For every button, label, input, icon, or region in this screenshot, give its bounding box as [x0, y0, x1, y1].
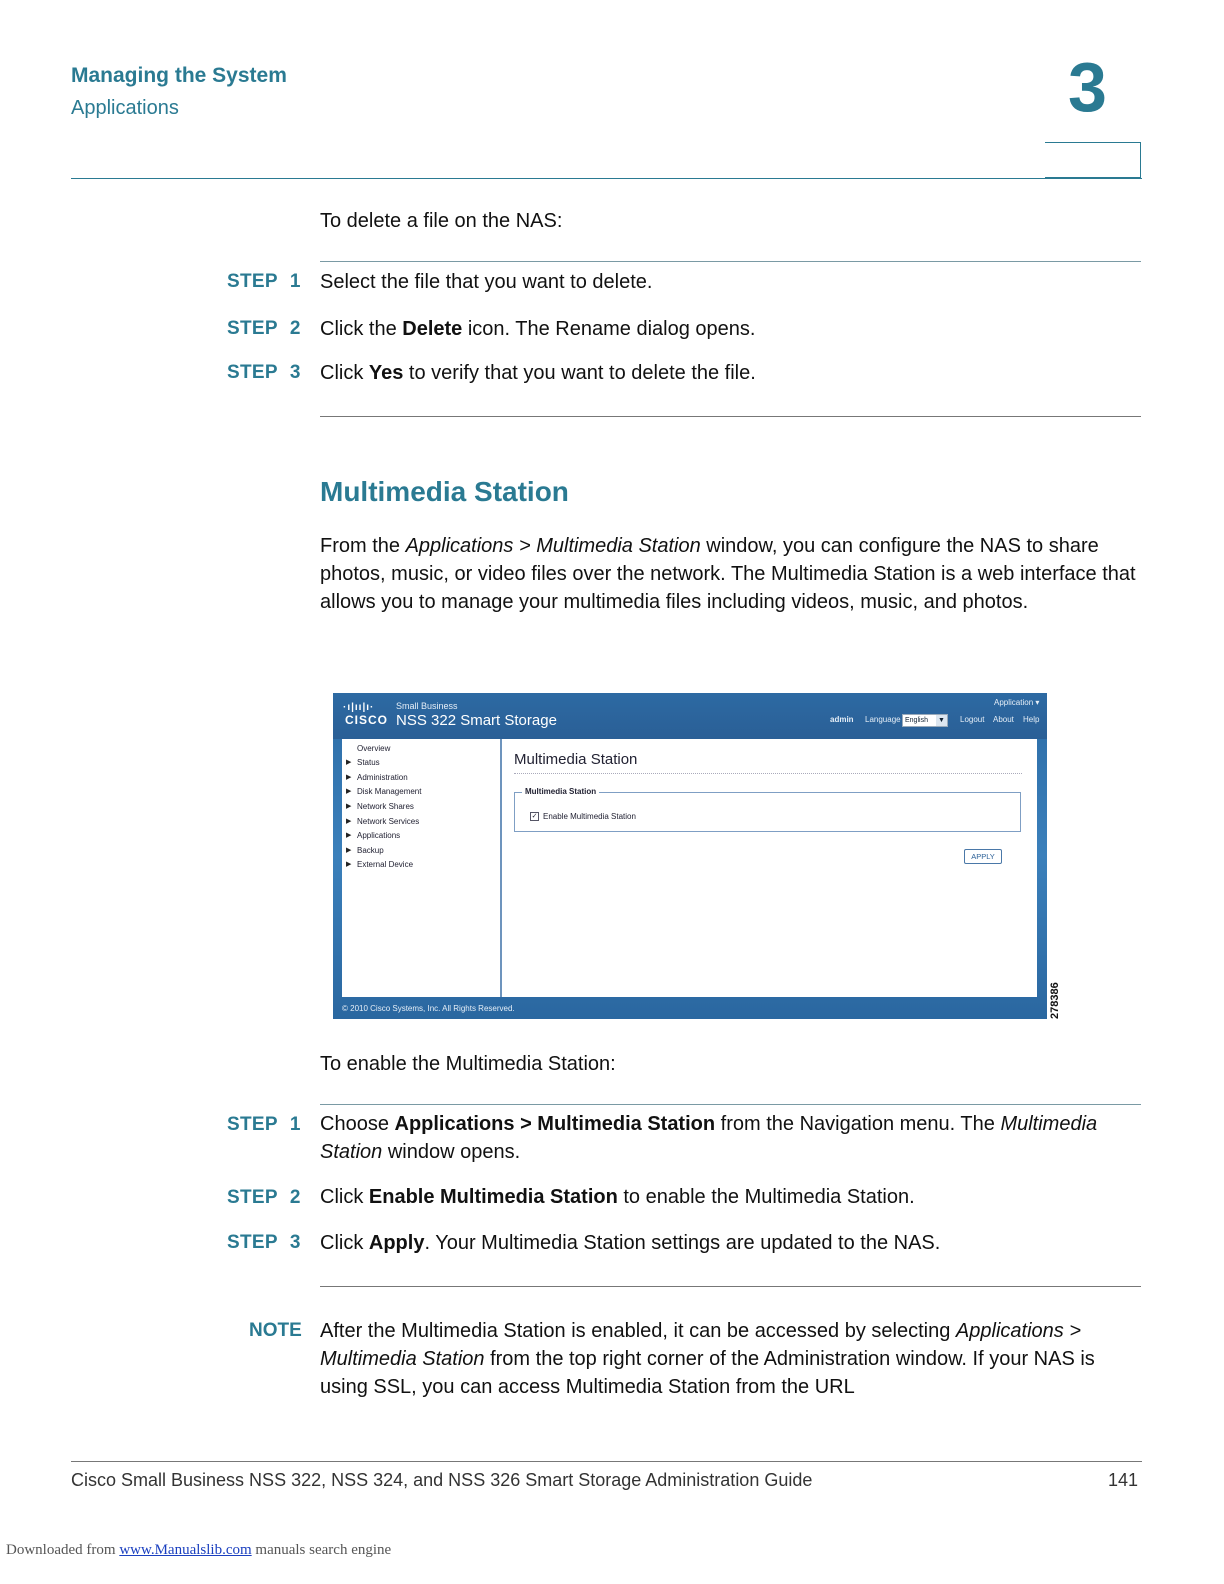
expand-arrow-icon: ▶: [346, 861, 352, 868]
expand-arrow-icon: ▶: [346, 847, 352, 854]
step-label: STEP 2: [227, 318, 301, 339]
step-text: Click Yes to verify that you want to delete the file.: [320, 362, 756, 384]
steps-rule-top: [320, 261, 1141, 262]
copyright: © 2010 Cisco Systems, Inc. All Rights Reserved.: [342, 1004, 515, 1013]
nav-item-network-shares[interactable]: Network Shares: [357, 802, 414, 811]
enable-intro: To enable the Multimedia Station:: [320, 1053, 616, 1075]
logout-link[interactable]: Logout: [960, 715, 985, 724]
chapter-number-box: [1045, 142, 1141, 178]
nav-item-backup[interactable]: Backup: [357, 846, 384, 855]
cisco-logo: CISCO: [345, 713, 389, 727]
step-text: Select the file that you want to delete.: [320, 271, 653, 293]
about-link[interactable]: About: [993, 715, 1014, 724]
chapter-title: Managing the System: [71, 64, 287, 87]
expand-arrow-icon: ▶: [346, 774, 352, 781]
footer-rule: [71, 1461, 1142, 1462]
download-banner: Downloaded from www.Manualslib.com manuals search engine: [6, 1542, 392, 1558]
step-text: Click Apply. Your Multimedia Station settings are updated to the NAS.: [320, 1232, 941, 1254]
app-header-bar: [333, 693, 1047, 739]
figure-id: 278386: [1049, 982, 1061, 1019]
chapter-number: 3: [1068, 48, 1107, 126]
nav-item-applications[interactable]: Applications: [357, 831, 401, 840]
note-text: After the Multimedia Station is enabled, it can be accessed by selecting Applications > Multimedia Station from the top right corner of the Administration window. If your NAS is using SSL, you can access Multimedia Station from the URL: [320, 1320, 1095, 1398]
step-label: STEP 3: [227, 362, 301, 383]
product-line: Small Business: [396, 701, 458, 711]
delete-intro: To delete a file on the NAS:: [320, 210, 563, 232]
header-rule: [71, 178, 1142, 179]
title-divider: [514, 773, 1022, 774]
chevron-down-icon: ▼: [936, 715, 947, 726]
expand-arrow-icon: ▶: [346, 832, 352, 839]
footer-guide-title: Cisco Small Business NSS 322, NSS 324, and NSS 326 Smart Storage Administration Guide: [71, 1470, 813, 1490]
section-body: From the Applications > Multimedia Station window, you can configure the NAS to share photos, music, or video files over the network. The Multimedia Station is a web interface that allows you to manage your multimedia files including videos, music, and photos.: [320, 535, 1136, 613]
nas-admin-screenshot: [333, 693, 1047, 1019]
content-panel: [502, 739, 1037, 997]
checkbox-label: Enable Multimedia Station: [543, 812, 636, 821]
panel-title: Multimedia Station: [514, 751, 638, 768]
product-name: NSS 322 Smart Storage: [396, 712, 557, 729]
expand-arrow-icon: ▶: [346, 803, 352, 810]
step-text: Click the Delete icon. The Rename dialog opens.: [320, 318, 756, 340]
step-text: Choose Applications > Multimedia Station from the Navigation menu. The Multimedia Station window opens.: [320, 1113, 1098, 1163]
nav-item-status[interactable]: Status: [357, 758, 380, 767]
enable-multimedia-row: [530, 812, 636, 821]
expand-arrow-icon: ▶: [346, 818, 352, 825]
cisco-logo-bars-icon: ·ı|ıı|ı·: [343, 702, 375, 713]
step-label: STEP 1: [227, 271, 301, 292]
steps-rule-top: [320, 1104, 1141, 1105]
enable-multimedia-checkbox[interactable]: ✓: [531, 813, 538, 821]
note-label: NOTE: [249, 1320, 302, 1341]
section-subtitle: Applications: [71, 97, 179, 119]
nav-item-external-device[interactable]: External Device: [357, 860, 414, 869]
step-label: STEP 2: [227, 1187, 301, 1208]
nav-item-administration[interactable]: Administration: [357, 773, 408, 782]
fieldset-legend: Multimedia Station: [522, 787, 599, 796]
language-select[interactable]: English ▼: [902, 714, 948, 727]
page-number: 141: [1108, 1470, 1139, 1490]
step-text: Click Enable Multimedia Station to enable the Multimedia Station.: [320, 1186, 915, 1208]
expand-arrow-icon: ▶: [346, 788, 352, 795]
step-label: STEP 1: [227, 1114, 301, 1135]
steps-rule-bottom: [320, 416, 1141, 417]
manualslib-link[interactable]: www.Manualslib.com: [119, 1542, 252, 1558]
nav-item-disk-management[interactable]: Disk Management: [357, 787, 422, 796]
help-link[interactable]: Help: [1023, 715, 1040, 724]
apply-button[interactable]: APPLY: [964, 849, 1002, 864]
steps-rule-bottom: [320, 1286, 1141, 1287]
step-label: STEP 3: [227, 1232, 301, 1253]
language-label: Language: [865, 715, 901, 724]
nav-item-overview[interactable]: Overview: [357, 744, 391, 753]
navigation-menu: [342, 739, 502, 997]
nav-item-network-services[interactable]: Network Services: [357, 817, 420, 826]
section-heading: Multimedia Station: [320, 476, 569, 507]
user-name: admin: [830, 715, 854, 724]
application-menu[interactable]: Application ▾: [994, 698, 1040, 707]
expand-arrow-icon: ▶: [346, 759, 352, 766]
